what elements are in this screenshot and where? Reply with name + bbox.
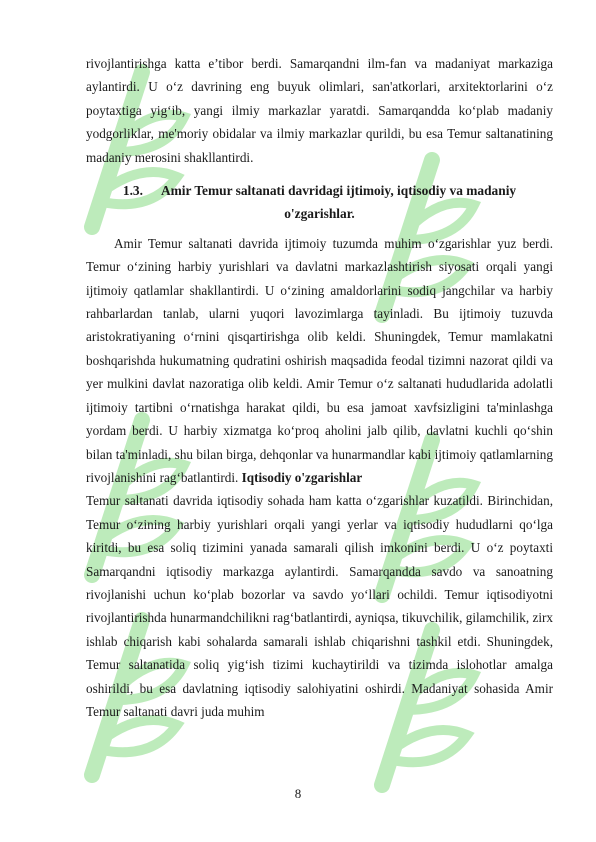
economic-paragraph: Temur saltanati davrida iqtisodiy sohada ham katta o‘zgarishlar kuzatildi. Birinchidan, Temur o‘zining harbiy yurishlari orqali yangi yerlar va iqtisodiy hududlarni qo‘lga kiritdi, bu esa soliq tizimini yanada samarali qilish imkonini berdi. U o‘z poytaxti Samarqandni iqtisodiy markazga aylantirdi. Samarqandda savdo va sanoatning rivojlanishi uchun ko‘plab bozorlar va savdo yo‘llari ochildi. Temur iqtisodiyotni rivojlantirishda hunarmandchilikni rag‘batlantirdi, ayniqsa, tikuvchilik, gilamchilik, zirx ishlab chiqarish kabi sohalarda samarali ishlab chiqarishni tashkil etdi. Shuningdek, Temur saltanatida soliq yig‘ish tizimi kuchaytirildi va tizimda islohotlar amalga oshirildi, bu esa davlatning iqtisodiy salohiyatini oshirdi. Madaniyat sohasida Amir Temur saltanati davri juda muhim [86, 493, 553, 719]
social-paragraph-text: Amir Temur saltanati davrida ijtimoiy tuzumda muhim o‘zgarishlar yuz berdi. Temur o‘zining harbiy yurishlari va davlatni markazlashtirish siyosati orqali yangi ijtimoiy qatlamlar shakllantirdi. U o‘zining amaldorlarini sodiq jangchilar va harbiy rahbarlardan tanlab, ularni yuqori lavozimlarga tayinladi. Bu ijtimoiy tuzuvda aristokratiyaning o‘rnini qisqartirishga olib keldi. Shuningdek, Temur mamlakatni boshqarishda hukumatning qudratini oshirish maqsadida feodal tizimni nazorat qildi va yer mulkini davlat nazoratiga olib keldi. Amir Temur o‘z saltanati hududlarida adolatli ijtimoiy tartibni o‘rnatishga harakat qildi, bu esa jamoat xavfsizligini ta'minlashga yordam berdi. U harbiy xizmatga ko‘proq aholini jalb qilib, davlatni kuchli qo‘shin bilan ta'minladi, shu bilan birga, dehqonlar va hunarmandlar kabi ijtimoiy qatlamlarning rivojlanishini rag‘batlantirdi. [86, 235, 553, 485]
social-paragraph [86, 232, 553, 489]
section-number: 1.3. [122, 183, 143, 199]
economic-subheading: Iqtisodiy o'zgarishlar [241, 469, 363, 485]
page-number: 8 [294, 786, 302, 801]
document-body [86, 52, 553, 723]
intro-paragraph: rivojlantirishga katta e’tibor berdi. Samarqandni ilm-fan va madaniyat markaziga aylantirdi. U o‘z davrining eng buyuk olimlari, san'atkorlari, arxitektorlarini o‘z poytaxtiga yig‘ib, yangi ilmiy markazlar yaratdi. Samarqandda ko‘plab madaniy yodgorliklar, me'moriy obidalar va ilmiy markazlar qurildi, bu esa Temur saltanatining madaniy merosini shakllantirdi. [86, 56, 553, 165]
section-title-line1: Amir Temur saltanati davridagi ijtimoiy, iqtisodiy va madaniy [160, 183, 517, 199]
section-title-line2: o'zgarishlar. [284, 206, 355, 222]
section-heading [86, 179, 553, 226]
